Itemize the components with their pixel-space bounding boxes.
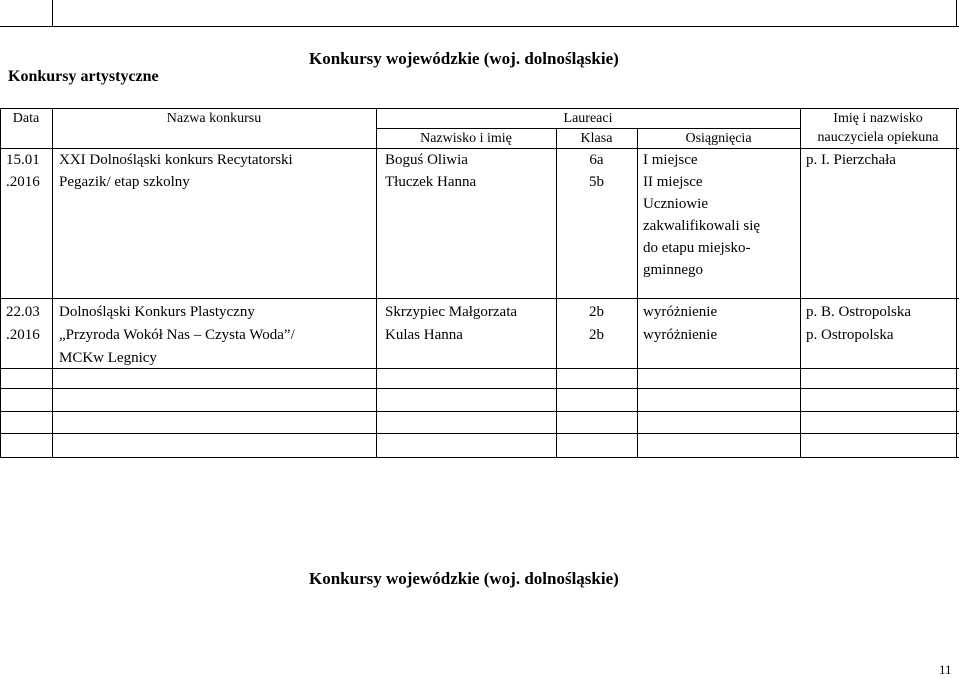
row2-date-line2: .2016 [6,327,40,343]
row1-achievement6: gminnego [643,262,703,278]
row2-date-line1: 22.03 [6,304,40,320]
row1-class2: 5b [589,174,604,190]
row1-student2: Tłuczek Hanna [385,174,477,190]
header-bottom-line [0,148,959,149]
row1-achievement2: II miejsce [643,174,703,190]
col-line-4 [637,128,638,458]
row2-class2: 2b [589,327,604,343]
row2-achievement1: wyróżnienie [643,304,718,320]
top-table-divider-1 [52,0,53,27]
row2-student2: Kulas Hanna [385,327,463,343]
row1-contest-line2: Pegazik/ etap szkolny [59,174,190,190]
row2-teacher1: p. B. Ostropolska [806,304,911,320]
row3-bottom-line [0,388,959,389]
row1-achievement3: Uczniowie [643,196,708,212]
page-title-top: Konkursy wojewódzkie (woj. dolnośląskie) [309,49,619,68]
page-title-bottom: Konkursy wojewódzkie (woj. dolnośląskie) [309,569,619,588]
subheader-student-name: Nazwisko i imię [420,131,512,146]
top-table-divider-2 [956,0,957,27]
row1-student1: Boguś Oliwia [385,152,468,168]
row1-date-line2: .2016 [6,174,40,190]
row4-bottom-line [0,411,959,412]
col-line-1 [52,108,53,458]
header-teacher-line1: Imię i nazwisko [833,111,923,126]
top-table-bottom-border [0,26,959,27]
header-date: Data [12,111,40,126]
col-line-6 [956,108,957,458]
row2-student1: Skrzypiec Małgorzata [385,304,518,320]
row1-date-line1: 15.01 [6,152,40,168]
row1-bottom-line [0,298,959,299]
col-line-2 [376,108,377,458]
row2-bottom-line [0,368,959,369]
header-name: Nazwa konkursu [166,111,262,126]
subheader-class: Klasa [580,131,613,146]
row5-bottom-line [0,433,959,434]
row2-contest-line3: MCKw Legnicy [59,350,157,366]
header-laureates: Laureaci [563,111,613,126]
table-top-border [0,108,959,109]
row1-achievement5: do etapu miejsko- [643,240,751,256]
col-line-5 [800,108,801,458]
row2-teacher2: p. Ostropolska [806,327,894,343]
subheader-line [376,128,800,129]
row1-achievement4: zakwalifikowali się [643,218,761,234]
row2-contest-line1: Dolnośląski Konkurs Plastyczny [59,304,255,320]
table-bottom-border [0,457,959,458]
subheader-achievements: Osiągnięcia [685,131,752,146]
row2-class1: 2b [589,304,604,320]
section-label: Konkursy artystyczne [8,68,159,85]
col-line-0 [0,108,1,458]
row2-achievement2: wyróżnienie [643,327,718,343]
row2-contest-line2: „Przyroda Wokół Nas – Czysta Woda”/ [59,327,295,343]
row1-achievement1: I miejsce [643,152,698,168]
page-number: 11 [939,662,952,677]
row1-teacher1: p. I. Pierzchała [806,152,896,168]
row1-class1: 6a [589,152,604,168]
header-teacher-line2: nauczyciela opiekuna [817,130,939,145]
row1-contest-line1: XXI Dolnośląski konkurs Recytatorski [59,152,293,168]
